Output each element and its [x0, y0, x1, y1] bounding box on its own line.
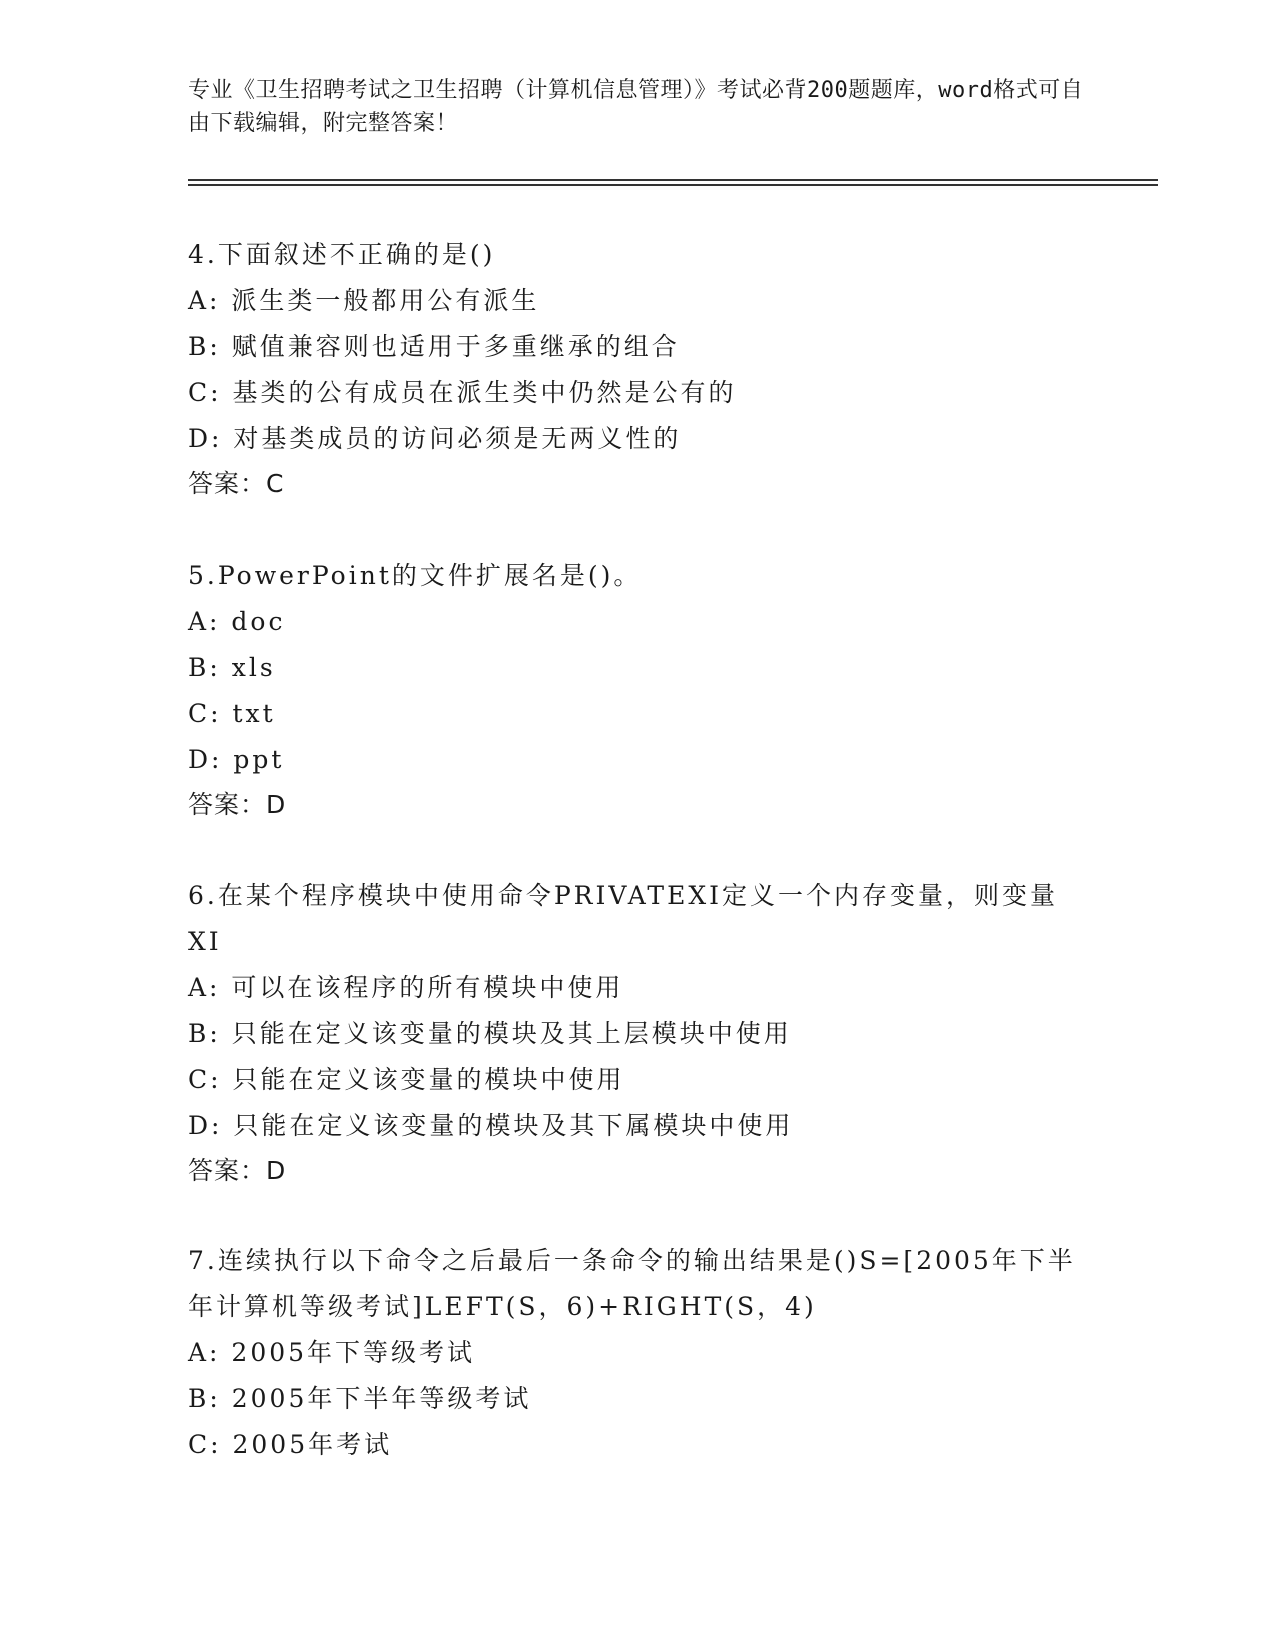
- option-c: C: 只能在定义该变量的模块中使用: [188, 1065, 625, 1094]
- answer-label: 答案：D: [188, 1156, 287, 1185]
- option-d: D: 对基类成员的访问必须是无两义性的: [188, 424, 682, 453]
- document-intro: 专业《卫生招聘考试之卫生招聘（计算机信息管理）》考试必背200题题库，word格式可自由下载编辑，附完整答案！: [188, 78, 1084, 136]
- question-7: [188, 1238, 1088, 1468]
- header-divider-top: [188, 179, 1158, 181]
- question-6: [188, 873, 1088, 1193]
- question-title: 5.PowerPoint的文件扩展名是()。: [188, 561, 642, 590]
- option-d: D: 只能在定义该变量的模块及其下属模块中使用: [188, 1111, 794, 1140]
- header-divider-bottom: [188, 184, 1158, 186]
- option-b: B: 赋值兼容则也适用于多重继承的组合: [188, 332, 680, 361]
- option-b: B: xls: [188, 653, 276, 682]
- question-title: 6.在某个程序模块中使用命令PRIVATEXI定义一个内存变量，则变量XI: [188, 881, 1059, 956]
- option-d: D: ppt: [188, 745, 285, 774]
- option-a: A: 派生类一般都用公有派生: [188, 286, 540, 315]
- option-a: A: 可以在该程序的所有模块中使用: [188, 973, 624, 1002]
- option-b: B: 2005年下半年等级考试: [188, 1384, 532, 1413]
- question-title: 4.下面叙述不正确的是(): [188, 240, 496, 269]
- option-a: A: doc: [188, 607, 286, 636]
- option-c: C: 基类的公有成员在派生类中仍然是公有的: [188, 378, 737, 407]
- option-c: C: txt: [188, 699, 276, 728]
- option-b: B: 只能在定义该变量的模块及其上层模块中使用: [188, 1019, 792, 1048]
- question-title: 7.连续执行以下命令之后最后一条命令的输出结果是()S=[2005年下半年计算机等级考试]LEFT(S，6)+RIGHT(S，4): [188, 1246, 1076, 1321]
- option-a: A: 2005年下等级考试: [188, 1338, 476, 1367]
- question-4: [188, 232, 1088, 506]
- question-5: [188, 553, 1088, 827]
- option-c: C: 2005年考试: [188, 1430, 393, 1459]
- answer-label: 答案：C: [188, 469, 285, 498]
- answer-label: 答案：D: [188, 790, 287, 819]
